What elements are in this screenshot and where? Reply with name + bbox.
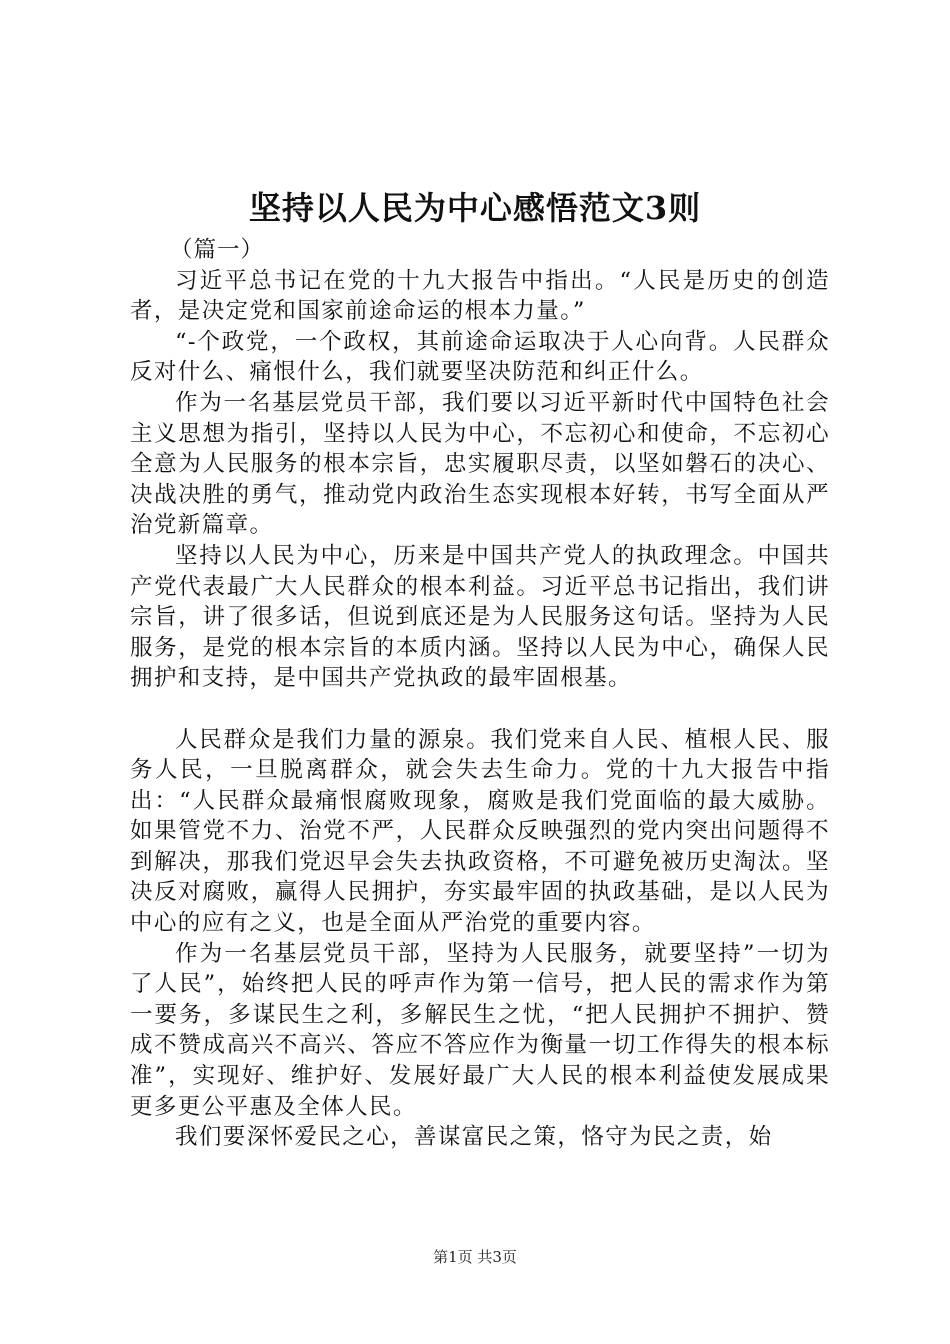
paragraph: 作为一名基层党员干部，我们要以习近平新时代中国特色社会主义思想为指引，坚持以人民为中心，不忘初心和使命，不忘初心全意为人民服务的根本宗旨，忠实履职尽责，以坚如磐石的决心、决战决胜的勇气，推动党内政治生态实现根本好转，书写全面从严治党新篇章。 — [130, 389, 830, 539]
paragraph: 我们要深怀爱民之心，善谋富民之策，恪守为民之责，始 — [175, 1124, 773, 1151]
paragraph: 习近平总书记在党的十九大报告中指出。“人民是历史的创造者，是决定党和国家前途命运的根本力量。” — [130, 267, 830, 325]
document-title: 坚持以人民为中心感悟范文3则 — [248, 189, 702, 227]
paragraph: 人民群众是我们力量的源泉。我们党来自人民、植根人民、服务人民，一旦脱离群众，就会失去生命力。党的十九大报告中指出：“人民群众最痛恨腐败现象，腐败是我们党面临的最大威胁。如果管党不力、治党不严，人民群众反映强烈的党内突出问题得不到解决，那我们党迟早会失去执政资格，不可避免被历史淘汰。坚决反对腐败，赢得人民拥护，夯实最牢固的执政基础，是以人民为中心的应有之义，也是全面从严治党的重要内容。 — [130, 726, 830, 937]
paragraph-spacer — [130, 694, 830, 725]
paragraph: “-个政党，一个政权，其前途命运取决于人心向背。人民群众反对什么、痛恨什么，我们就要坚决防范和纠正什么。 — [130, 328, 830, 386]
section-label: （篇一） — [170, 237, 265, 263]
paragraph: 作为一名基层党员干部，坚持为人民服务，就要坚持”一切为了人民”，始终把人民的呼声作为第一信号，把人民的需求作为第一要务，多谋民生之利，多解民生之忧，“把人民拥护不拥护、赞成不赞成高兴不高兴、答应不答应作为衡量一切工作得失的根本标准”，实现好、维护好、发展好最广大人民的根本利益使发展成果更多更公平惠及全体人民。 — [130, 940, 830, 1120]
paragraph: 坚持以人民为中心，历来是中国共产党人的执政理念。中国共产党代表最广大人民群众的根本利益。习近平总书记指出，我们讲宗旨，讲了很多话，但说到底还是为人民服务这句话。坚持为人民服务，是党的根本宗旨的本质内涵。坚持以人民为中心，确保人民拥护和支持，是中国共产党执政的最牢固根基。 — [130, 542, 830, 692]
document-body — [130, 235, 830, 1153]
page-footer: 第1页 共3页 — [433, 1248, 517, 1266]
